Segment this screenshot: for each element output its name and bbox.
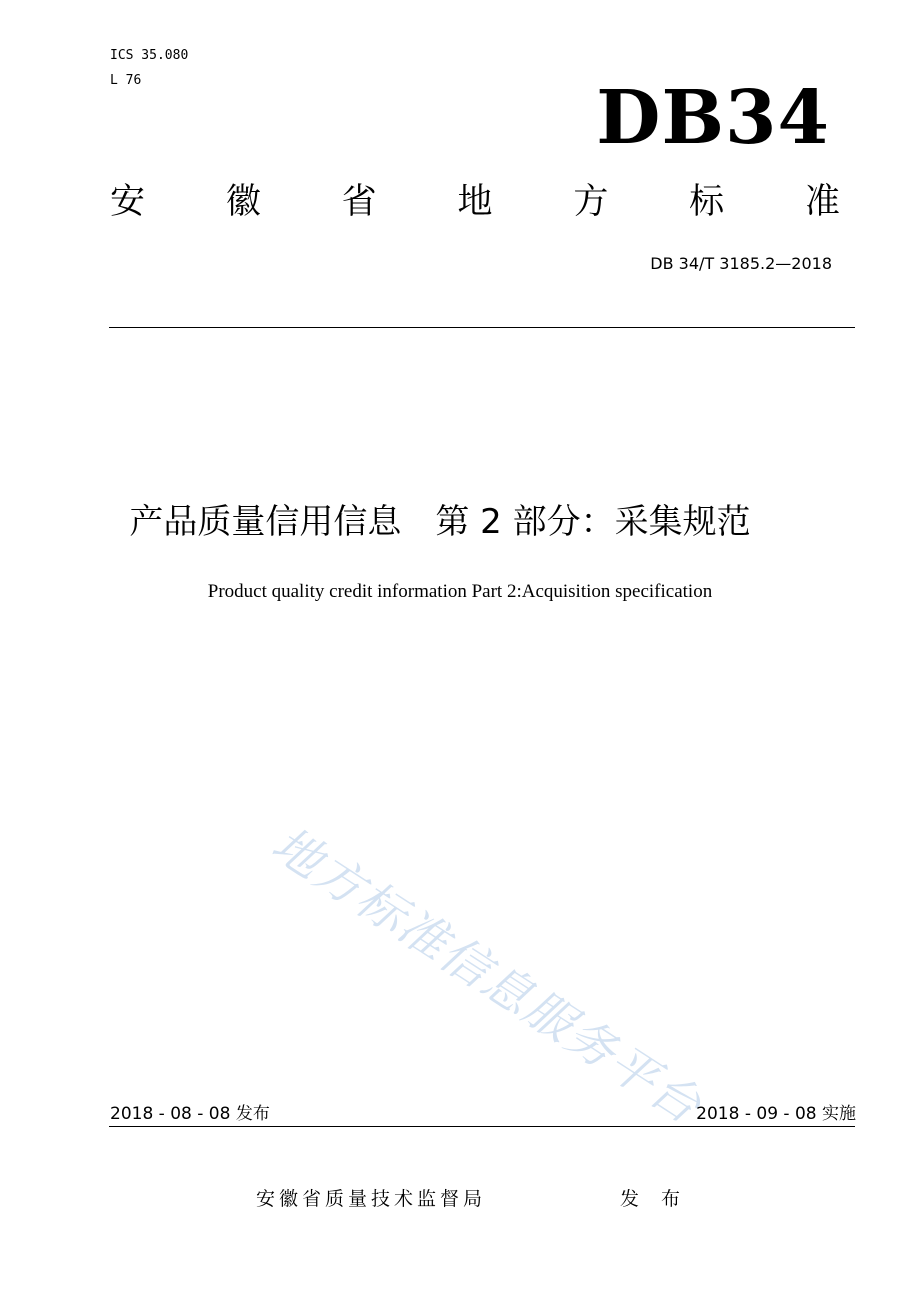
document-title-english: Product quality credit information Part 2:Acquisition specification: [207, 581, 713, 602]
standard-type-char: 省: [341, 182, 377, 222]
ics-code: ICS 35.080: [110, 48, 189, 63]
watermark: 地方标准信息服务平台: [261, 816, 712, 1136]
publisher-name: 安徽省质量技术监督局: [256, 1188, 487, 1210]
standard-number: DB 34/T 3185.2—2018: [650, 254, 832, 273]
issue-date: 2018 - 08 - 08 发布: [110, 1104, 270, 1124]
standard-type-char: 地: [457, 182, 493, 222]
standard-type-char: 方: [573, 182, 609, 222]
standard-type-char: 准: [804, 182, 840, 222]
standard-type-heading: [110, 181, 840, 223]
standard-type-char: 标: [689, 182, 725, 222]
implementation-date: 2018 - 09 - 08 实施: [696, 1104, 856, 1124]
standard-type-char: 安: [110, 182, 146, 222]
standard-logo: DB34: [596, 75, 830, 161]
document-title-chinese: 产品质量信用信息 第 2 部分：采集规范: [129, 502, 751, 542]
top-divider: [109, 327, 855, 328]
ccs-code: L 76: [110, 73, 142, 88]
published-label: 发 布: [620, 1188, 689, 1210]
standard-type-char: 徽: [225, 182, 261, 222]
bottom-divider: [109, 1126, 855, 1127]
